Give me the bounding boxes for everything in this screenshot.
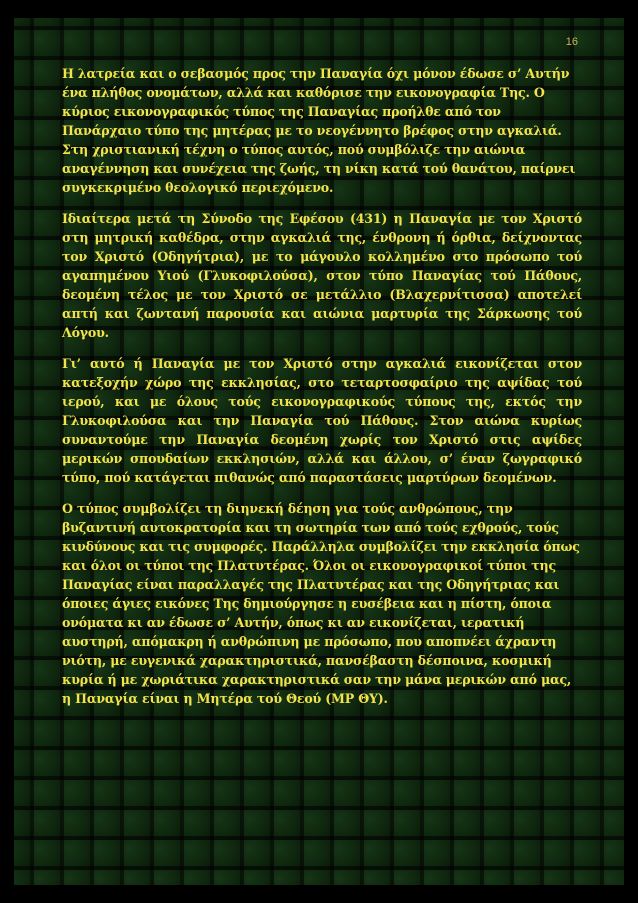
paragraph-2: Ιδιαίτερα μετά τη Σύνοδο της Εφέσου (431) η Παναγία με τον Χριστό στη μητρική καθέδρα, στην αγκαλιά της, ένθρονη ή όρθια, δείχνοντας τον Χριστό (Οδηγήτρια), με το μάγουλο κολλημένο στο πρόσωπο τού αγαπημένου Υιού (Γλυκοφιλούσα), στον τύπο Παναγίας τού Πάθους, δεομένη τέλος με τον Χριστό σε μετάλλιο (Βλαχερνίτισσα) αποτελεί απτή και ζωντανή παρουσία και αιώνια μαρτυρία της Σάρκωσης τού Λόγου.: [62, 211, 582, 340]
page-border-top: [0, 0, 638, 18]
paragraph-3: Γι’ αυτό ή Παναγία με τον Χριστό στην αγκαλιά εικονίζεται στον κατεξοχήν χώρο της εκκλησίας, στο τεταρτοσφαίριο της αψίδας τού ιερού, και με όλους τούς εικονογραφικούς τύπους της, εκτός την Γλυκοφιλούσα και την Παναγία τού Πάθους. Στον αιώνα κυρίως συναντούμε την Παναγία δεομένη χωρίς τον Χριστό στις αψίδες μερικών σπουδαίων εκκλησιών, αλλά και άλλου, σ’ έναν ζωγραφικό τύπο, πού κατάγεται πιθανώς από παραστάσεις μαρτύρων δεομένων.: [62, 356, 582, 485]
paragraph-4: Ο τύπος συμβολίζει τη διηνεκή δέηση για τούς ανθρώπους, την βυζαντινή αυτοκρατορία και τη σωτηρία των από τούς εχθρούς, τούς κινδύνους και τις συμφορές. Παράλληλα συμβολίζει την εκκλησία όπως και όλοι οι τύποι της Πλατυτέρας. Όλοι οι εικονογραφικοί τύποι της Παναγίας είναι παραλλαγές της Πλατυτέρας και της Οδηγήτριας και όποιες άγιες εικόνες Της δημιούργησε η ευσέβεια και η πίστη, όποια ονόματα κι αν έδωσε σ’ Αυτήν, όπως κι αν εικονίζεται, ιερατική αυστηρή, απόμακρη ή ανθρώπινη με πρόσωπο, που αποπνέει άχραντη νιότη, με ευγενικά χαρακτηριστικά, πανσέβαστη δέσποινα, κοσμική κυρία ή με χωριάτικα χαρακτηριστικά σαν την μάνα μερικών από μας, η Παναγία είναι η Μητέρα τού Θεού (ΜΡ ΘΥ).: [62, 501, 580, 706]
document-body: [62, 64, 582, 720]
page-border-left: [0, 0, 14, 903]
page-border-right: [624, 0, 638, 903]
paragraph-1: Η λατρεία και ο σεβασμός προς την Παναγία όχι μόνον έδωσε σ’ Αυτήν ένα πλήθος ονομάτων, αλλά και καθόρισε την εικονογραφία Της. Ο κύριος εικονογραφικός τύπος της Παναγίας προήλθε από τον Πανάρχαιο τύπο της μητέρας με το νεογέννητο βρέφος στην αγκαλιά. Στη χριστιανική τέχνη ο τύπος αυτός, πού συμβόλιζε την αιώνια αναγέννηση και συνέχεια της ζωής, τη νίκη κατά τού θανάτου, παίρνει συγκεκριμένο θεολογικό περιεχόμενο.: [62, 66, 576, 195]
page-number: 16: [565, 36, 578, 48]
page-border-bottom: [0, 885, 638, 903]
